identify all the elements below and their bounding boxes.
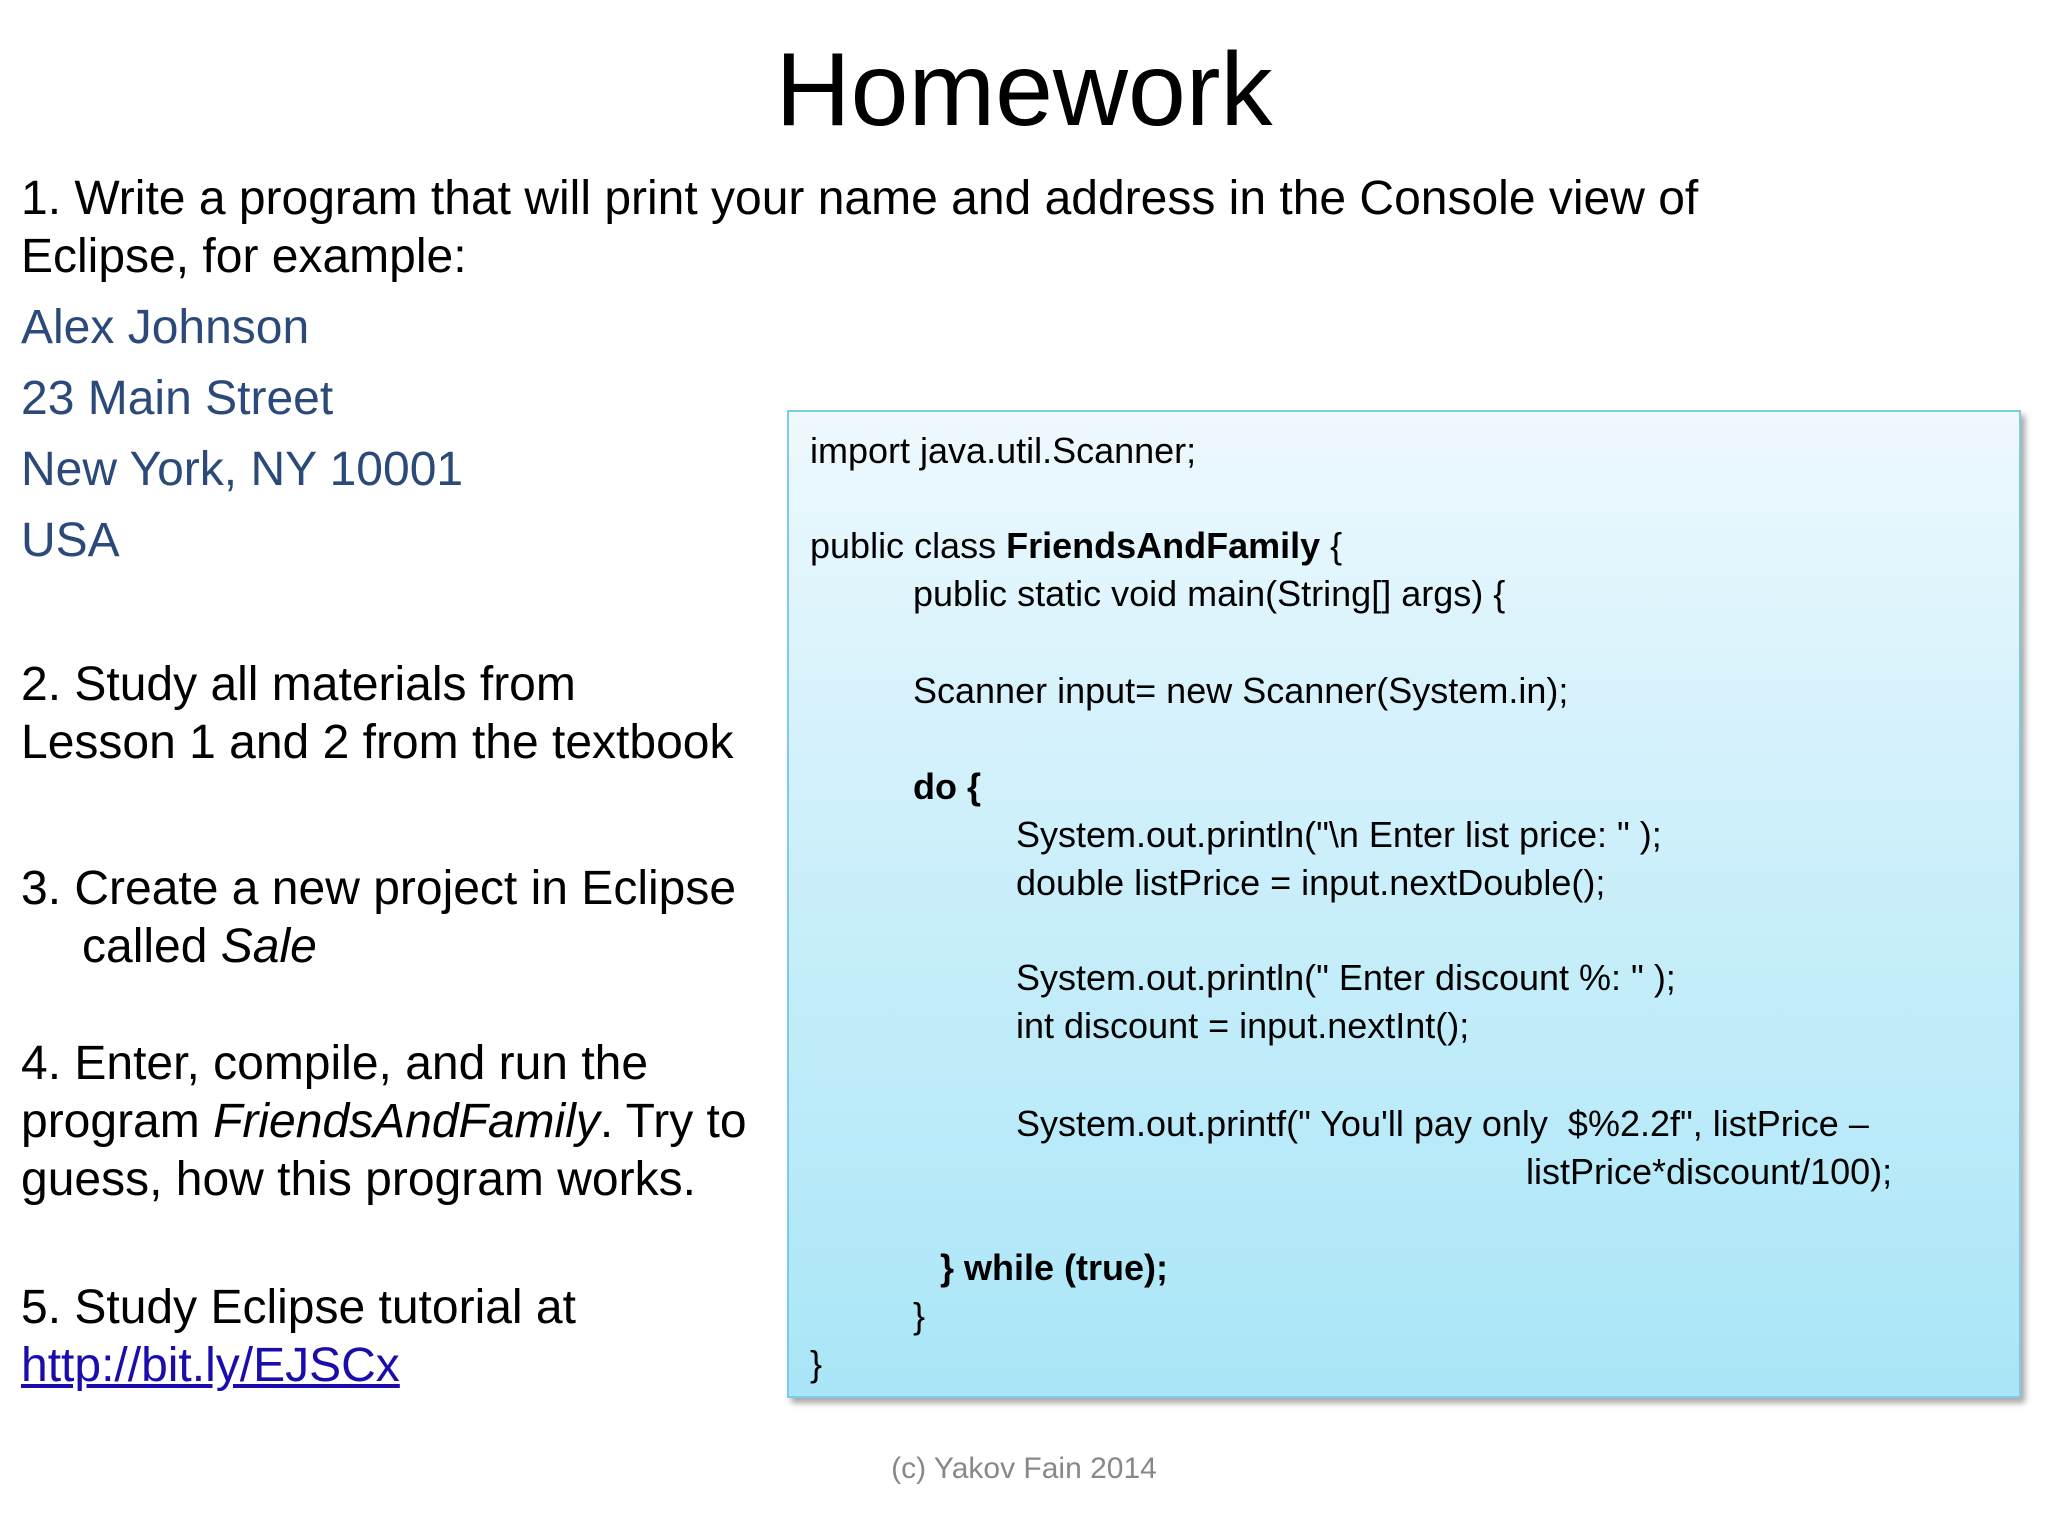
task-4: [21, 1035, 781, 1209]
code-class-declaration: [810, 524, 1342, 568]
project-name: Sale: [220, 920, 317, 973]
code-import: import java.util.Scanner;: [810, 430, 1197, 471]
task-2-line-1: 2. Study all materials from: [21, 658, 576, 711]
code-println-price: System.out.println("\n Enter list price: " );: [1016, 814, 1662, 855]
task-2-line-2: Lesson 1 and 2 from the textbook: [21, 716, 734, 769]
eclipse-tutorial-link[interactable]: http://bit.ly/EJSCx: [21, 1339, 400, 1392]
task-4-prefix: program: [21, 1095, 214, 1148]
task-5-line-1: 5. Study Eclipse tutorial at: [21, 1281, 576, 1334]
task-3-line-2: [21, 918, 781, 976]
code-scanner: Scanner input= new Scanner(System.in);: [913, 670, 1569, 711]
code-listprice: double listPrice = input.nextDouble();: [1016, 862, 1606, 903]
task-5: [21, 1279, 781, 1395]
code-main: public static void main(String[] args) {: [913, 573, 1506, 614]
code-class-prefix: public class: [810, 525, 1007, 566]
code-close-class: }: [810, 1343, 823, 1384]
slide-title: Homework: [775, 32, 1273, 148]
task-4-line-3: guess, how this program works.: [21, 1153, 696, 1206]
code-discount: int discount = input.nextInt();: [1016, 1005, 1470, 1046]
task-5-line-2: [21, 1337, 781, 1395]
code-println-discount: System.out.println(" Enter discount %: " );: [1016, 957, 1676, 998]
code-class-name: FriendsAndFamily: [1006, 525, 1321, 566]
address-street: 23 Main Street: [21, 372, 334, 425]
task-4-line-2: [21, 1093, 781, 1151]
address-country: USA: [21, 514, 120, 567]
task-2: [21, 656, 781, 772]
address-name: Alex Johnson: [21, 301, 310, 354]
code-do: do {: [913, 766, 981, 807]
task-3: [21, 860, 781, 976]
task-4-line-1: 4. Enter, compile, and run the: [21, 1037, 649, 1090]
program-name: FriendsAndFamily: [213, 1095, 600, 1148]
task-1: [21, 170, 1821, 286]
code-class-suffix: {: [1320, 525, 1343, 566]
task-4-suffix: . Try to: [599, 1095, 747, 1148]
code-while: } while (true);: [940, 1247, 1169, 1288]
address-city: New York, NY 10001: [21, 443, 464, 496]
copyright-footer: (c) Yakov Fain 2014: [891, 1452, 1157, 1485]
task-1-line-1: 1. Write a program that will print your name and address in the Console view of: [21, 172, 1699, 225]
task-3-prefix: called: [82, 920, 221, 973]
task-3-line-1: 3. Create a new project in Eclipse: [21, 862, 737, 915]
code-printf-2: listPrice*discount/100);: [1526, 1151, 1893, 1192]
code-box: [787, 410, 2021, 1398]
code-printf-1: System.out.printf(" You'll pay only $%2.2f", listPrice –: [1016, 1103, 1869, 1144]
code-close-main: }: [913, 1295, 926, 1336]
task-1-line-2: Eclipse, for example:: [21, 230, 467, 283]
